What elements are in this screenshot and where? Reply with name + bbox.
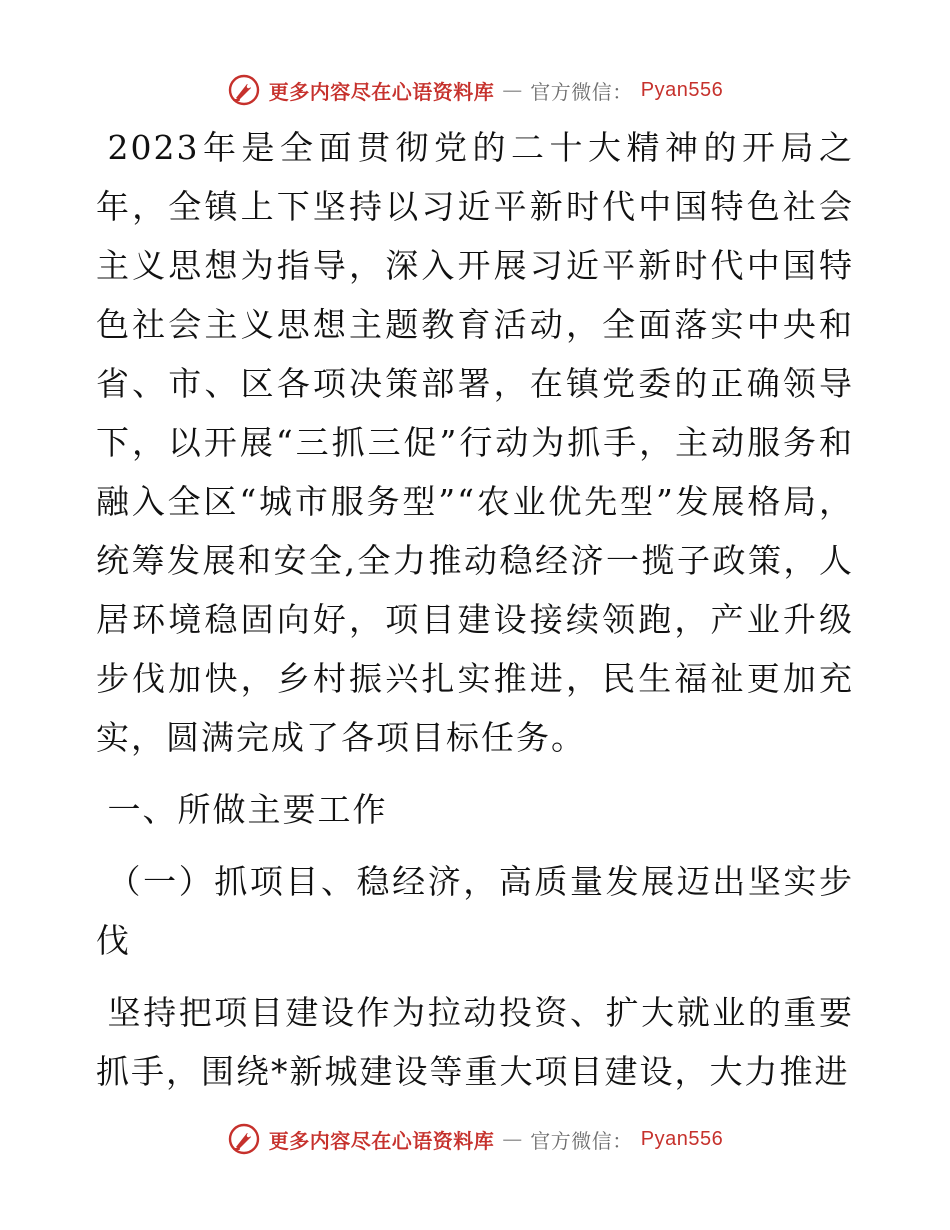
subsection-title: （一）抓项目、稳经济，高质量发展迈出坚实步伐	[96, 862, 854, 960]
banner-wechat-id: Pyan556	[640, 78, 724, 101]
section-title: 一、所做主要工作	[107, 790, 388, 829]
banner-wechat-id: Pyan556	[640, 1127, 724, 1150]
banner-dash: —	[502, 78, 523, 102]
header-banner	[0, 70, 950, 110]
paragraph-project-work: 坚持把项目建设作为拉动投资、扩大就业的重要抓手，围绕*新城建设等重大项目建设，大力推进	[96, 993, 854, 1091]
pen-nib-icon	[227, 1122, 261, 1156]
banner-title: 更多内容尽在心语资料库	[268, 79, 495, 104]
footer-banner	[0, 1119, 950, 1159]
banner-official-label: 官方微信：	[530, 1128, 633, 1153]
paragraph-intro: 2023年是全面贯彻党的二十大精神的开局之年，全镇上下坚持以习近平新时代中国特色社会主义思想为指导，深入开展习近平新时代中国特色社会主义思想主题教育活动，全面落实中央和省、市、区各项决策部署，在镇党委的正确领导下，以开展“三抓三促”行动为抓手，主动服务和融入全区“城市服务型”“农业优先型”发展格局，统筹发展和安全,全力推动稳经济一揽子政策，人居环境稳固向好，项目建设接续领跑，产业升级步伐加快，乡村振兴扎实推进，民生福祉更加充实，圆满完成了各项目标任务。	[96, 128, 854, 757]
banner-title: 更多内容尽在心语资料库	[268, 1128, 495, 1153]
document-body	[96, 118, 854, 1101]
banner-dash: —	[502, 1127, 523, 1151]
pen-nib-icon	[227, 73, 261, 107]
banner-official-label: 官方微信：	[530, 79, 633, 104]
